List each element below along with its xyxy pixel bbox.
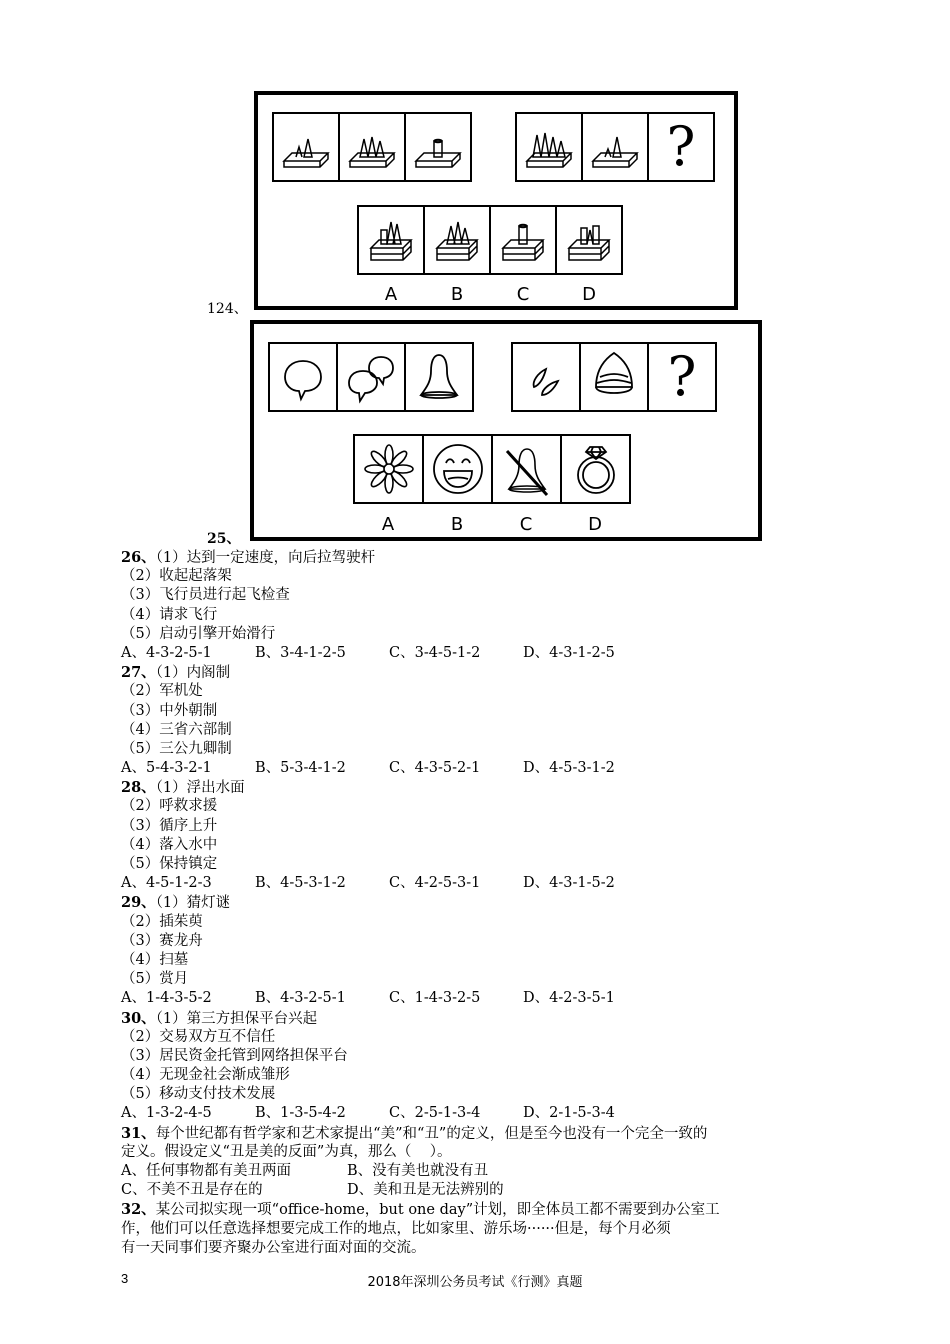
question-29-item: （5）赏月 (121, 971, 189, 988)
option-c[interactable]: C、4-3-5-2-1 (389, 760, 481, 777)
question-27-item: （4）三省六部制 (121, 721, 232, 738)
question-32-stem: 32、某公司拟实现一项“office-home，but one day”计划，即全体员工都不需要到办公室工 (121, 1201, 720, 1219)
question-30-item: （2）交易双方互不信任 (121, 1028, 276, 1045)
figure-cell (515, 112, 583, 182)
question-26-options (121, 644, 841, 663)
option-c[interactable]: C、4-2-5-3-1 (389, 875, 481, 892)
question-30-item: （3）居民资金托管到网络担保平台 (121, 1047, 348, 1064)
question-27-stem: 27、（1）内阁制 (121, 664, 231, 682)
block-with-cylinder-icon (408, 117, 468, 177)
option-d-label: D (582, 284, 596, 305)
stacked-blocks-cylinders-icon (559, 210, 619, 270)
option-c[interactable]: C、2-5-1-3-4 (389, 1105, 481, 1122)
question-26-item: （2）收起起落架 (121, 568, 232, 585)
option-a-figure[interactable] (353, 434, 424, 504)
option-b[interactable]: B、4-3-2-5-1 (255, 990, 346, 1007)
question-30-item: （4）无现金社会渐成雏形 (121, 1067, 290, 1084)
option-b-figure[interactable] (423, 205, 491, 275)
option-b-figure[interactable] (422, 434, 493, 504)
question-mark: ? (667, 345, 697, 408)
question-26-item: （5）启动引擎开始滑行 (121, 625, 276, 642)
option-c-label: C (519, 514, 533, 535)
bell-icon (409, 347, 469, 407)
question-26-item: （4）请求飞行 (121, 606, 218, 623)
figure-cell (404, 112, 472, 182)
option-c-figure[interactable] (491, 434, 562, 504)
option-a-figure[interactable] (357, 205, 425, 275)
option-a-label: A (381, 514, 395, 535)
puzzle-24-row1-right (515, 112, 715, 182)
flower-icon (359, 439, 419, 499)
question-cell (647, 112, 715, 182)
stacked-blocks-cones-icon (427, 210, 487, 270)
option-a[interactable]: A、任何事物都有美丑两面 (121, 1163, 291, 1179)
puzzle-25-row1-left (268, 342, 474, 412)
figure-cell (511, 342, 581, 412)
option-a-label: A (384, 284, 398, 305)
option-a[interactable]: A、5-4-3-2-1 (121, 760, 212, 777)
question-26-stem: 26、（1）达到一定速度，向后拉驾驶杆 (121, 549, 376, 566)
option-a[interactable]: A、1-4-3-5-2 (121, 990, 212, 1007)
option-d[interactable]: D、美和丑是无法辨别的 (347, 1182, 504, 1199)
smiley-face-icon (428, 439, 488, 499)
question-32-stem-cont: 作，他们可以任意选择想要完成工作的地点，比如家里、游乐场······但是，每个月必须 (121, 1220, 671, 1237)
question-31-stem-cont: 定义。假设定义“丑是美的反面”为真，那么（ ）。 (121, 1143, 452, 1160)
puzzle-24-options (357, 205, 623, 275)
speech-bubble-icon (273, 347, 333, 407)
question-28-options (121, 874, 841, 893)
option-c[interactable]: C、不美不丑是存在的 (121, 1182, 263, 1199)
option-b[interactable]: B、4-5-3-1-2 (255, 875, 346, 892)
question-27-item: （2）军机处 (121, 683, 203, 700)
stacked-blocks-cones-icon (361, 210, 421, 270)
question-32-stem-cont: 有一天同事们要齐聚办公室进行面对面的交流。 (121, 1239, 426, 1256)
option-d-figure[interactable] (555, 205, 623, 275)
two-drops-icon (516, 347, 576, 407)
option-d[interactable]: D、2-1-5-3-4 (523, 1105, 615, 1122)
question-29-item: （2）插茱萸 (121, 913, 203, 930)
question-cell (647, 342, 717, 412)
question-29-item: （3）赛龙舟 (121, 932, 203, 949)
stacked-blocks-cylinder-icon (493, 210, 553, 270)
option-b[interactable]: B、5-3-4-1-2 (255, 760, 346, 777)
option-b-label: B (450, 514, 464, 535)
question-28-item: （4）落入水中 (121, 836, 218, 853)
figure-cell (336, 342, 406, 412)
puzzle-25-options (353, 434, 631, 504)
option-b[interactable]: B、没有美也就没有丑 (347, 1163, 489, 1179)
question-number-24: 124、 (207, 301, 248, 317)
question-28-stem: 28、（1）浮出水面 (121, 779, 245, 797)
puzzle-24-row1-left (272, 112, 472, 182)
option-d-label: D (588, 514, 602, 535)
two-speech-bubbles-icon (341, 347, 401, 407)
question-mark: ? (666, 115, 696, 178)
option-c[interactable]: C、3-4-5-1-2 (389, 644, 481, 661)
question-28-item: （2）呼救求援 (121, 798, 218, 815)
question-31-options-row2 (121, 1181, 841, 1200)
question-28-item: （3）循序上升 (121, 817, 218, 834)
figure-cell (579, 342, 649, 412)
option-b[interactable]: B、1-3-5-4-2 (255, 1105, 346, 1122)
diamond-ring-icon (566, 439, 626, 499)
question-27-item: （5）三公九卿制 (121, 740, 232, 757)
question-30-options (121, 1104, 841, 1123)
question-27-item: （3）中外朝制 (121, 702, 218, 719)
option-c-figure[interactable] (489, 205, 557, 275)
block-with-many-cones-icon (519, 117, 579, 177)
block-with-cone-icon (276, 117, 336, 177)
question-29-options (121, 989, 841, 1008)
page-number: 3 (121, 1271, 129, 1286)
figure-cell (581, 112, 649, 182)
question-29-item: （4）扫墓 (121, 951, 189, 968)
dome-hat-icon (584, 347, 644, 407)
option-a[interactable]: A、1-3-2-4-5 (121, 1105, 212, 1122)
question-30-item: （5）移动支付技术发展 (121, 1086, 276, 1103)
puzzle-25-row1-right (511, 342, 717, 412)
figure-cell (404, 342, 474, 412)
crossed-bell-icon (497, 439, 557, 499)
question-27-options (121, 759, 841, 778)
option-a[interactable]: A、4-3-2-5-1 (121, 644, 212, 661)
option-d[interactable]: D、4-3-1-5-2 (523, 875, 615, 892)
question-29-stem: 29、（1）猜灯谜 (121, 894, 231, 912)
footer-title: 2018年深圳公务员考试《行测》真题 (367, 1275, 583, 1290)
question-number-25: 25、 (207, 531, 241, 547)
figure-cell (338, 112, 406, 182)
questions-text (121, 548, 841, 1258)
option-d[interactable]: D、4-2-3-5-1 (523, 990, 615, 1007)
question-31-stem: 31、每个世纪都有哲学家和艺术家提出“美”和“丑”的定义，但是至今也没有一个完全一致的 (121, 1124, 708, 1142)
option-b[interactable]: B、3-4-1-2-5 (255, 644, 346, 661)
figure-cell (272, 112, 340, 182)
option-c[interactable]: C、1-4-3-2-5 (389, 990, 481, 1007)
question-26-item: （3）飞行员进行起飞检查 (121, 587, 290, 604)
option-d[interactable]: D、4-3-1-2-5 (523, 644, 615, 661)
option-c-label: C (516, 284, 530, 305)
question-30-stem: 30、（1）第三方担保平台兴起 (121, 1009, 318, 1027)
question-31-options-row1 (121, 1162, 841, 1181)
option-d-figure[interactable] (560, 434, 631, 504)
figure-cell (268, 342, 338, 412)
block-with-three-cones-icon (342, 117, 402, 177)
question-28-item: （5）保持镇定 (121, 856, 218, 872)
option-d[interactable]: D、4-5-3-1-2 (523, 760, 615, 777)
option-a[interactable]: A、4-5-1-2-3 (121, 875, 212, 892)
option-b-label: B (450, 284, 464, 305)
block-with-cone-icon (585, 117, 645, 177)
